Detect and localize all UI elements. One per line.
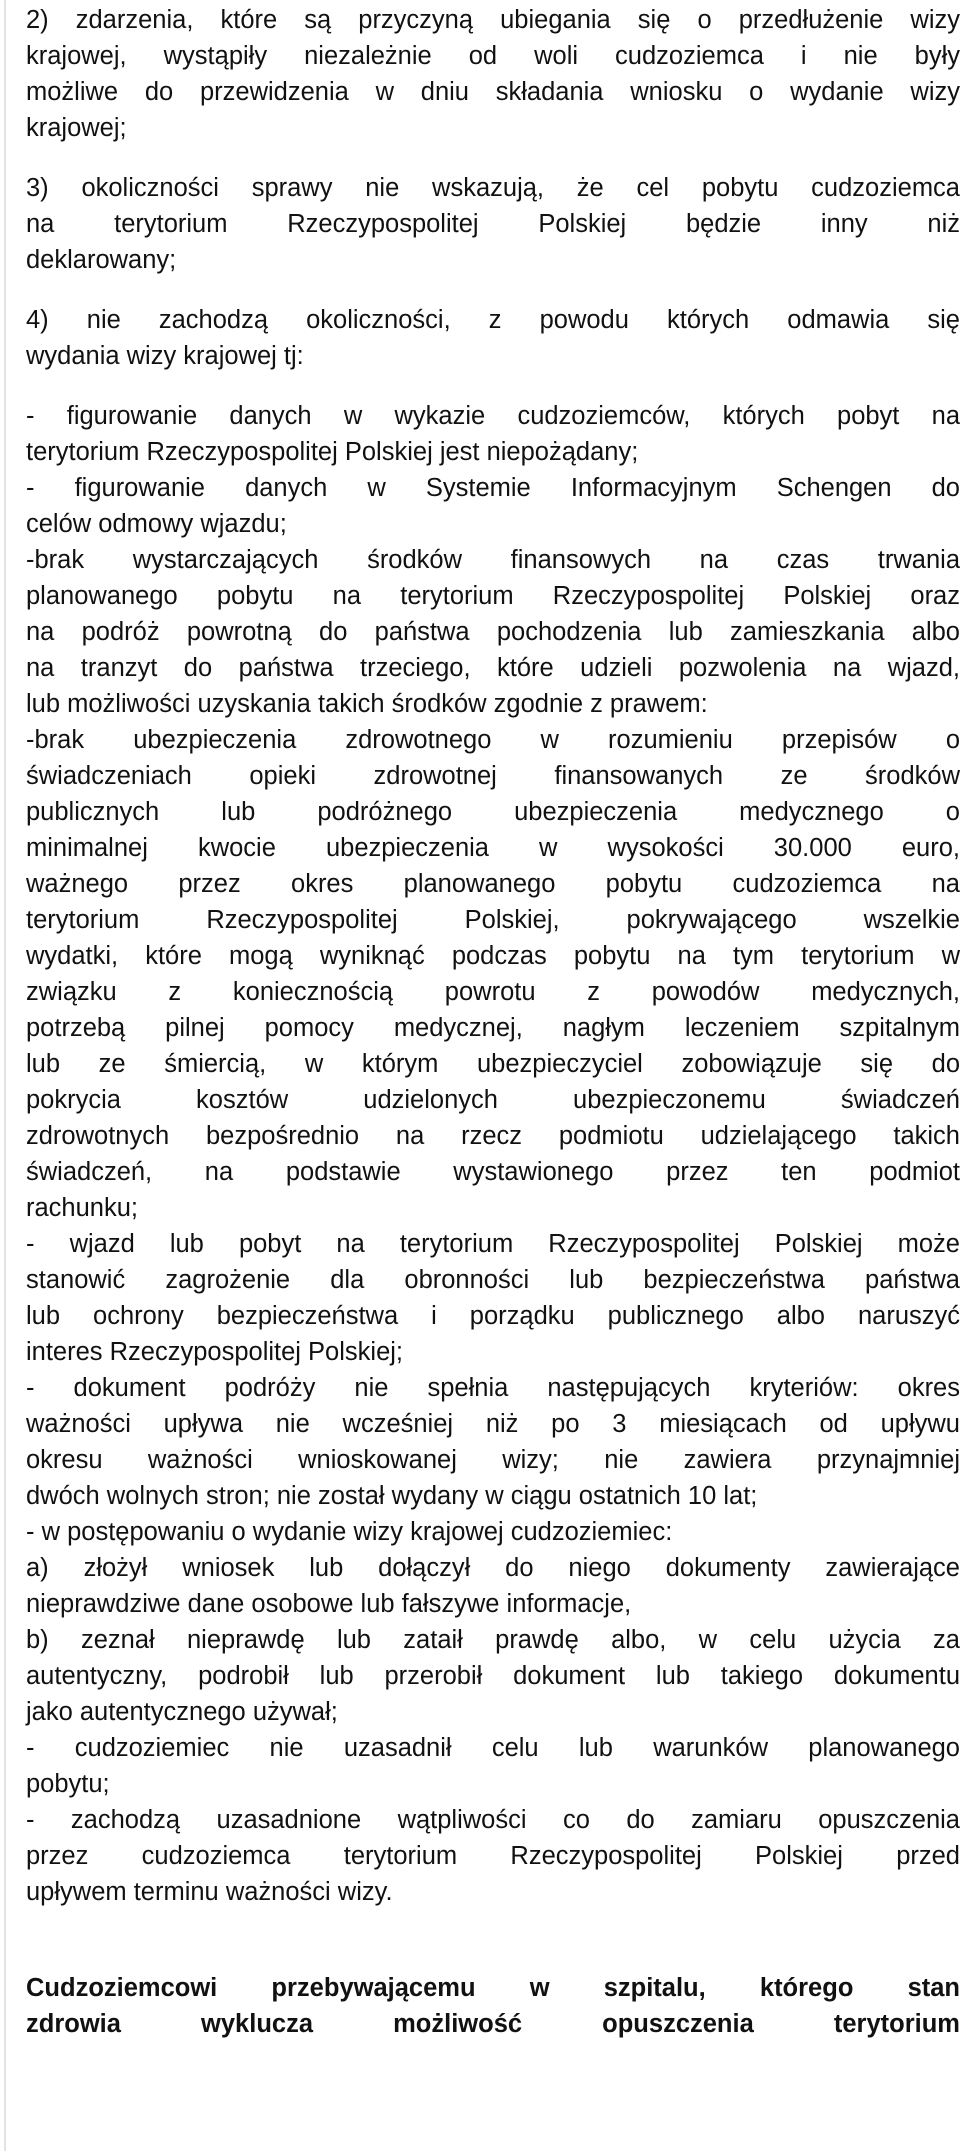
text-line: krajowej, wystąpiły niezależnie od woli cudzoziemca i nie były — [26, 42, 960, 70]
list-line: lub ochrony bezpieczeństwa i porządku publicznego albo naruszyć — [26, 1302, 960, 1330]
list-line: na podróż powrotną do państwa pochodzenia lub zamieszkania albo — [26, 618, 960, 646]
list-line: okresu ważności wnioskowanej wizy; nie zawiera przynajmniej — [26, 1446, 960, 1474]
list-line: na tranzyt do państwa trzeciego, które udzieli pozwolenia na wjazd, — [26, 654, 960, 682]
list-line: lub ze śmiercią, w którym ubezpieczyciel zobowiązuje się do — [26, 1050, 960, 1078]
list-line: - cudzoziemiec nie uzasadnił celu lub warunków planowanego — [26, 1734, 960, 1762]
list-line: publicznych lub podróżnego ubezpieczenia medycznego o — [26, 798, 960, 826]
list-line: terytorium Rzeczypospolitej Polskiej, pokrywającego wszelkie — [26, 906, 960, 934]
list-line: zdrowotnych bezpośrednio na rzecz podmiotu udzielającego takich — [26, 1122, 960, 1150]
text-line: krajowej; — [26, 114, 127, 142]
text-line: deklarowany; — [26, 246, 177, 274]
paragraph-condition-3 — [26, 170, 960, 278]
list-line: b) zeznał nieprawdę lub zataił prawdę albo, w celu użycia za — [26, 1626, 960, 1654]
paragraph-condition-4 — [26, 302, 960, 374]
list-line: minimalnej kwocie ubezpieczenia w wysokości 30.000 euro, — [26, 834, 960, 862]
list-line: lub możliwości uzyskania takich środków zgodnie z prawem: — [26, 690, 708, 718]
text-line: 2) zdarzenia, które są przyczyną ubiegania się o przedłużenie wizy — [26, 6, 960, 34]
list-line: przez cudzoziemca terytorium Rzeczypospolitej Polskiej przed — [26, 1842, 960, 1870]
list-line: -brak wystarczających środków finansowych na czas trwania — [26, 546, 960, 574]
refusal-grounds-list — [26, 398, 960, 1910]
list-line: pobytu; — [26, 1770, 110, 1798]
paragraph-condition-2 — [26, 2, 960, 146]
list-line: - zachodzą uzasadnione wątpliwości co do zamiaru opuszczenia — [26, 1806, 960, 1834]
list-line: związku z koniecznością powrotu z powodów medycznych, — [26, 978, 960, 1006]
list-line: ważności upływa nie wcześniej niż po 3 miesiącach od upływu — [26, 1410, 960, 1438]
list-line: jako autentycznego używał; — [26, 1698, 338, 1726]
list-line: - w postępowaniu o wydanie wizy krajowej cudzoziemiec: — [26, 1518, 673, 1546]
list-line: wydatki, które mogą wyniknąć podczas pobytu na tym terytorium w — [26, 942, 960, 970]
section-heading-hospital — [26, 1970, 960, 2042]
list-line: - wjazd lub pobyt na terytorium Rzeczypospolitej Polskiej może — [26, 1230, 960, 1258]
left-margin-rule — [4, 0, 6, 2151]
list-line: celów odmowy wjazdu; — [26, 510, 287, 538]
list-line: świadczeniach opieki zdrowotnej finansowanych ze środków — [26, 762, 960, 790]
list-line: pokrycia kosztów udzielonych ubezpieczonemu świadczeń — [26, 1086, 960, 1114]
list-line: stanowić zagrożenie dla obronności lub bezpieczeństwa państwa — [26, 1266, 960, 1294]
heading-line: Cudzoziemcowi przebywającemu w szpitalu, którego stan — [26, 1974, 960, 2002]
list-line: interes Rzeczypospolitej Polskiej; — [26, 1338, 403, 1366]
list-line: -brak ubezpieczenia zdrowotnego w rozumieniu przepisów o — [26, 726, 960, 754]
list-line: upływem terminu ważności wizy. — [26, 1878, 393, 1906]
list-line: świadczeń, na podstawie wystawionego przez ten podmiot — [26, 1158, 960, 1186]
document-body — [26, 0, 960, 2042]
list-line: autentyczny, podrobił lub przerobił dokument lub takiego dokumentu — [26, 1662, 960, 1690]
list-line: terytorium Rzeczypospolitej Polskiej jest niepożądany; — [26, 438, 639, 466]
list-line: potrzebą pilnej pomocy medycznej, nagłym leczeniem szpitalnym — [26, 1014, 960, 1042]
text-line: wydania wizy krajowej tj: — [26, 342, 304, 370]
heading-line: zdrowia wyklucza możliwość opuszczenia terytorium — [26, 2010, 960, 2038]
list-line: - figurowanie danych w wykazie cudzoziemców, których pobyt na — [26, 402, 960, 430]
text-line: na terytorium Rzeczypospolitej Polskiej będzie inny niż — [26, 210, 960, 238]
list-line: planowanego pobytu na terytorium Rzeczypospolitej Polskiej oraz — [26, 582, 960, 610]
list-line: nieprawdziwe dane osobowe lub fałszywe informacje, — [26, 1590, 632, 1618]
text-line: 4) nie zachodzą okoliczności, z powodu których odmawia się — [26, 306, 960, 334]
list-line: a) złożył wniosek lub dołączył do niego dokumenty zawierające — [26, 1554, 960, 1582]
list-line: dwóch wolnych stron; nie został wydany w ciągu ostatnich 10 lat; — [26, 1482, 758, 1510]
list-line: - dokument podróży nie spełnia następujących kryteriów: okres — [26, 1374, 960, 1402]
list-line: rachunku; — [26, 1194, 138, 1222]
text-line: 3) okoliczności sprawy nie wskazują, że cel pobytu cudzoziemca — [26, 174, 960, 202]
list-line: ważnego przez okres planowanego pobytu cudzoziemca na — [26, 870, 960, 898]
list-line: - figurowanie danych w Systemie Informacyjnym Schengen do — [26, 474, 960, 502]
text-line: możliwe do przewidzenia w dniu składania wniosku o wydanie wizy — [26, 78, 960, 106]
